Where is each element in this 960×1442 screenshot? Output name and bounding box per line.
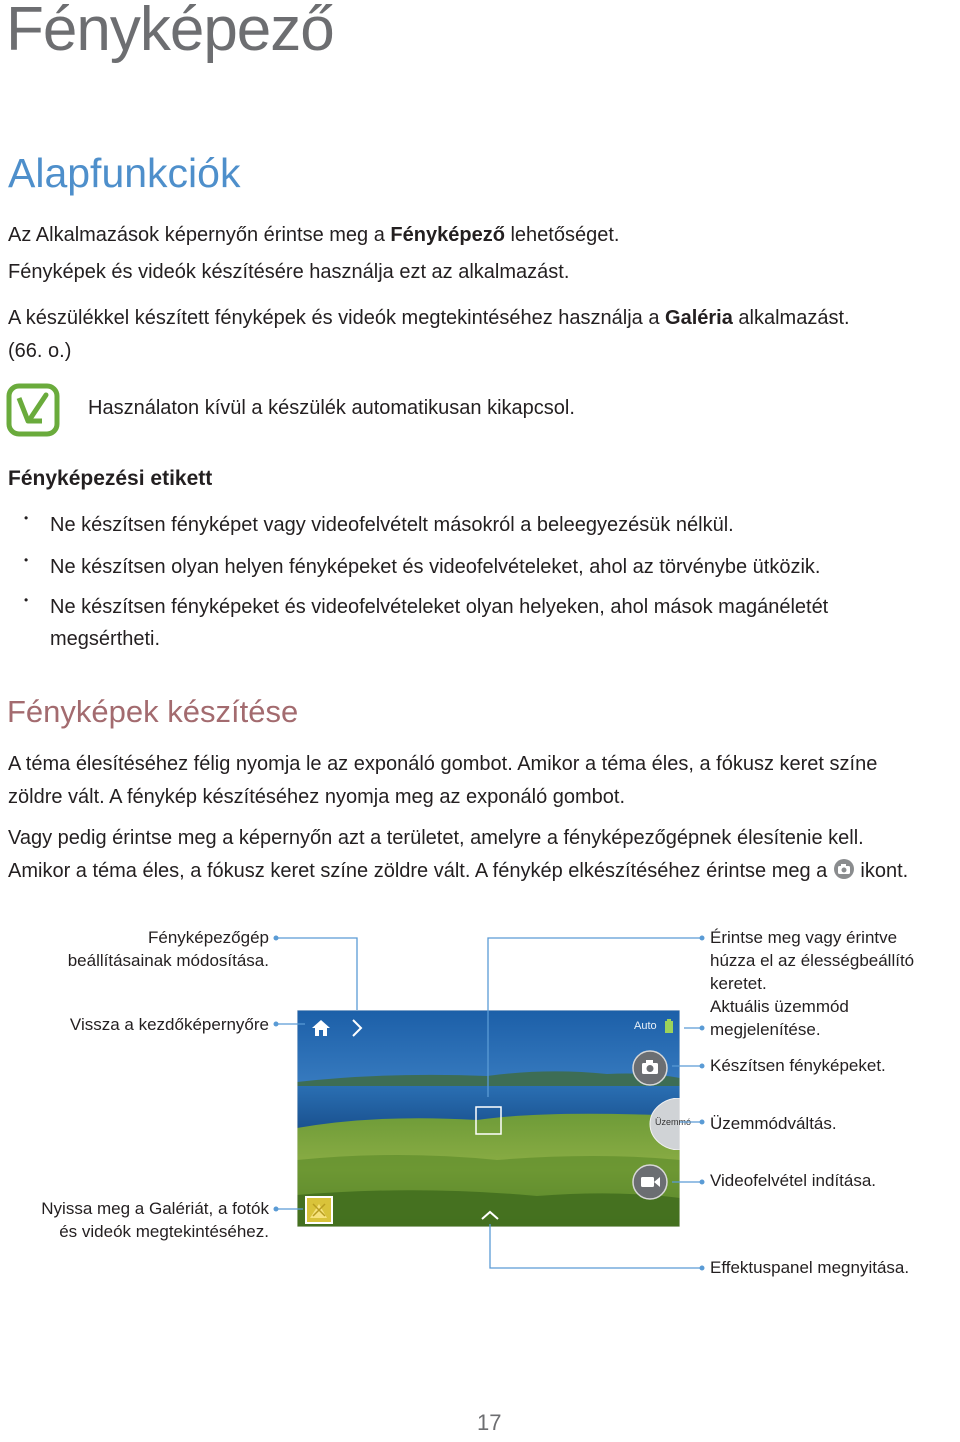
list-item: Ne készítsen fényképet vagy videofelvételt másokról a beleegyezésük nélkül. [50, 514, 734, 536]
paragraph-line: zöldre vált. A fénykép készítéséhez nyomja meg az exponáló gombot. [8, 786, 626, 808]
etiquette-heading: Fényképezési etikett [8, 467, 213, 490]
section-heading-basics: Alapfunkciók [8, 150, 241, 196]
section-heading-taking-photos: Fényképek készítése [7, 694, 299, 729]
shutter-button[interactable] [632, 1050, 668, 1091]
callout-switch: Üzemmódváltás. [710, 1114, 837, 1133]
bullet-dot-icon: • [24, 593, 29, 607]
callout-video: Videofelvétel indítása. [710, 1171, 877, 1190]
paragraph-line: Vagy pedig érintse meg a képernyőn azt a területet, amelyre a fényképezőgépnek élesítenie kell. [8, 827, 864, 849]
list-item: Ne készítsen olyan helyen fényképeket és videofelvételeket, ahol az törvénybe ütközik. [50, 556, 821, 578]
intro-line-2: Fényképek és videók készítésére használja ezt az alkalmazást. [8, 261, 570, 283]
callout-capture: Készítsen fényképeket. [710, 1056, 886, 1075]
callout-mode: Aktuális üzemmód megjelenítése. [710, 997, 849, 1039]
bullet-dot-icon: • [24, 511, 29, 525]
callout-home: Vissza a kezdőképernyőre [69, 1015, 269, 1034]
video-record-button[interactable] [632, 1164, 668, 1205]
list-item: Ne készítsen fényképeket és videofelvételeket olyan helyeken, ahol mások magánéletét [50, 596, 829, 618]
list-item-continuation: megsértheti. [50, 628, 161, 650]
camera-icon [833, 858, 855, 891]
mode-dial-label: Üzemmó [655, 1117, 692, 1127]
bullet-dot-icon: • [24, 553, 29, 567]
settings-chevron-icon[interactable] [350, 1018, 364, 1043]
note-text: Használaton kívül a készülék automatikusan kikapcsol. [88, 397, 575, 419]
intro-line-1: Az Alkalmazások képernyőn érintse meg a Fényképező lehetőséget. [8, 224, 620, 246]
intro-line-4: (66. o.) [8, 340, 72, 362]
intro-line-3: A készülékkel készített fényképek és videók megtekintéséhez használja a Galéria alkalmazást. [8, 307, 850, 329]
callout-focus: Érintse meg vagy érintve húzza el az élességbeállító keretet. [710, 928, 915, 993]
page-number: 17 [477, 1410, 502, 1435]
gallery-thumbnail[interactable] [305, 1196, 333, 1229]
paragraph-line: Amikor a téma éles, a fókusz keret színe zöldre vált. A fénykép elkészítéséhez érintse meg a ikont. [8, 855, 908, 891]
effects-chevron-icon[interactable] [480, 1208, 500, 1226]
callout-gallery: Nyissa meg a Galériát, a fotók és videók megtekintéséhez. [41, 1199, 269, 1241]
home-icon[interactable] [310, 1018, 332, 1043]
mode-label: Auto [634, 1020, 657, 1032]
callout-settings: Fényképezőgép beállításainak módosítása. [67, 928, 269, 970]
page-title: Fényképező [6, 0, 334, 64]
battery-icon [664, 1019, 674, 1038]
note-icon [6, 383, 60, 437]
callout-effects: Effektuspanel megnyitása. [710, 1258, 910, 1277]
paragraph-line: A téma élesítéséhez félig nyomja le az exponáló gombot. Amikor a téma éles, a fókusz keret színe [8, 753, 878, 775]
